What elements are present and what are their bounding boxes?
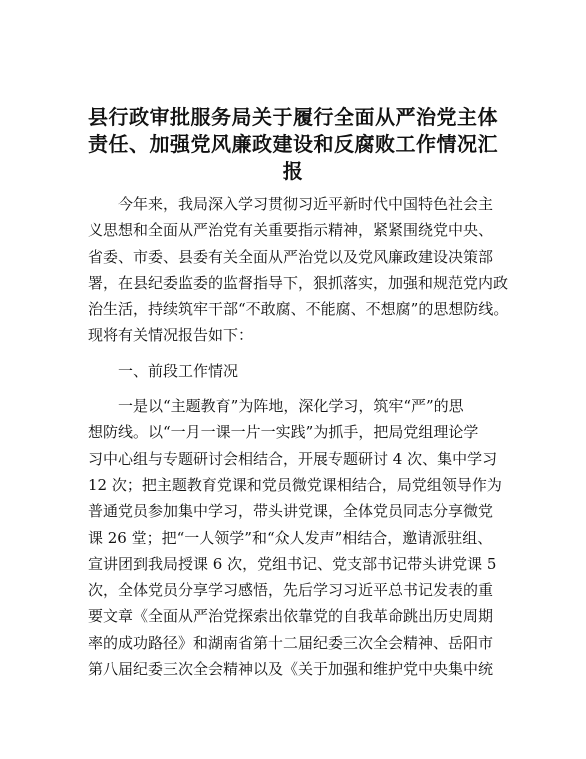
paragraph-line: 署，在县纪委监委的监督指导下，狠抓落实，加强和规范党内政 (88, 273, 509, 292)
paragraph-line: 省委、市委、县委有关全面从严治党以及党风廉政建设决策部 (88, 247, 494, 266)
paragraph-line: 想防线。以“一月一课一片一实践”为抓手，把局党组理论学 (88, 423, 479, 442)
paragraph-line: 宣讲团到我局授课 6 次，党组书记、党支部书记带头讲党课 5 (88, 554, 497, 573)
paragraph-line: 今年来，我局深入学习贯彻习近平新时代中国特色社会主 (118, 195, 494, 213)
document-title (80, 104, 506, 185)
paragraph-line: 治生活，持续筑牢干部“不敢腐、不能腐、不想腐”的思想防线。 (88, 300, 509, 319)
paragraph-line: 率的成功路径》和湖南省第十二届纪委三次全会精神、岳阳市 (88, 633, 494, 652)
section-heading-wrap (88, 358, 513, 384)
section-heading: 一、前段工作情况 (118, 361, 239, 380)
paragraph-line: 现将有关情况报告如下： (88, 326, 254, 345)
title-line: 报 (282, 159, 304, 183)
paragraph-line: 次，全体党员分享学习感悟，先后学习习近平总书记发表的重 (88, 581, 494, 600)
title-line: 责任、加强党风廉政建设和反腐败工作情况汇 (88, 132, 498, 156)
paragraph-line: 一是以“主题教育”为阵地，深化学习，筑牢“严”的思 (118, 397, 464, 416)
document-body (88, 191, 513, 682)
paragraph-intro (88, 191, 513, 349)
paragraph-line: 课 26 堂；把“一人领学”和“众人发声”相结合，邀请派驻组、 (88, 528, 493, 547)
paragraph-line: 第八届纪委三次全会精神以及《关于加强和维护党中央集中统 (88, 660, 494, 679)
paragraph-line: 义思想和全面从严治党有关重要指示精神，紧紧围绕党中央、 (88, 221, 494, 240)
title-line: 县行政审批服务局关于履行全面从严治党主体 (88, 105, 498, 129)
paragraph-line: 要文章《全面从严治党探索出依靠党的自我革命跳出历史周期 (88, 607, 494, 626)
paragraph-line: 12 次；把主题教育党课和党员微党课相结合，局党组领导作为 (88, 475, 502, 494)
paragraph-section-one (88, 393, 513, 682)
paragraph-line: 普通党员参加集中学习，带头讲党课，全体党员同志分享微党 (88, 502, 494, 521)
paragraph-line: 习中心组与专题研讨会相结合，开展专题研讨 4 次、集中学习 (88, 449, 498, 468)
